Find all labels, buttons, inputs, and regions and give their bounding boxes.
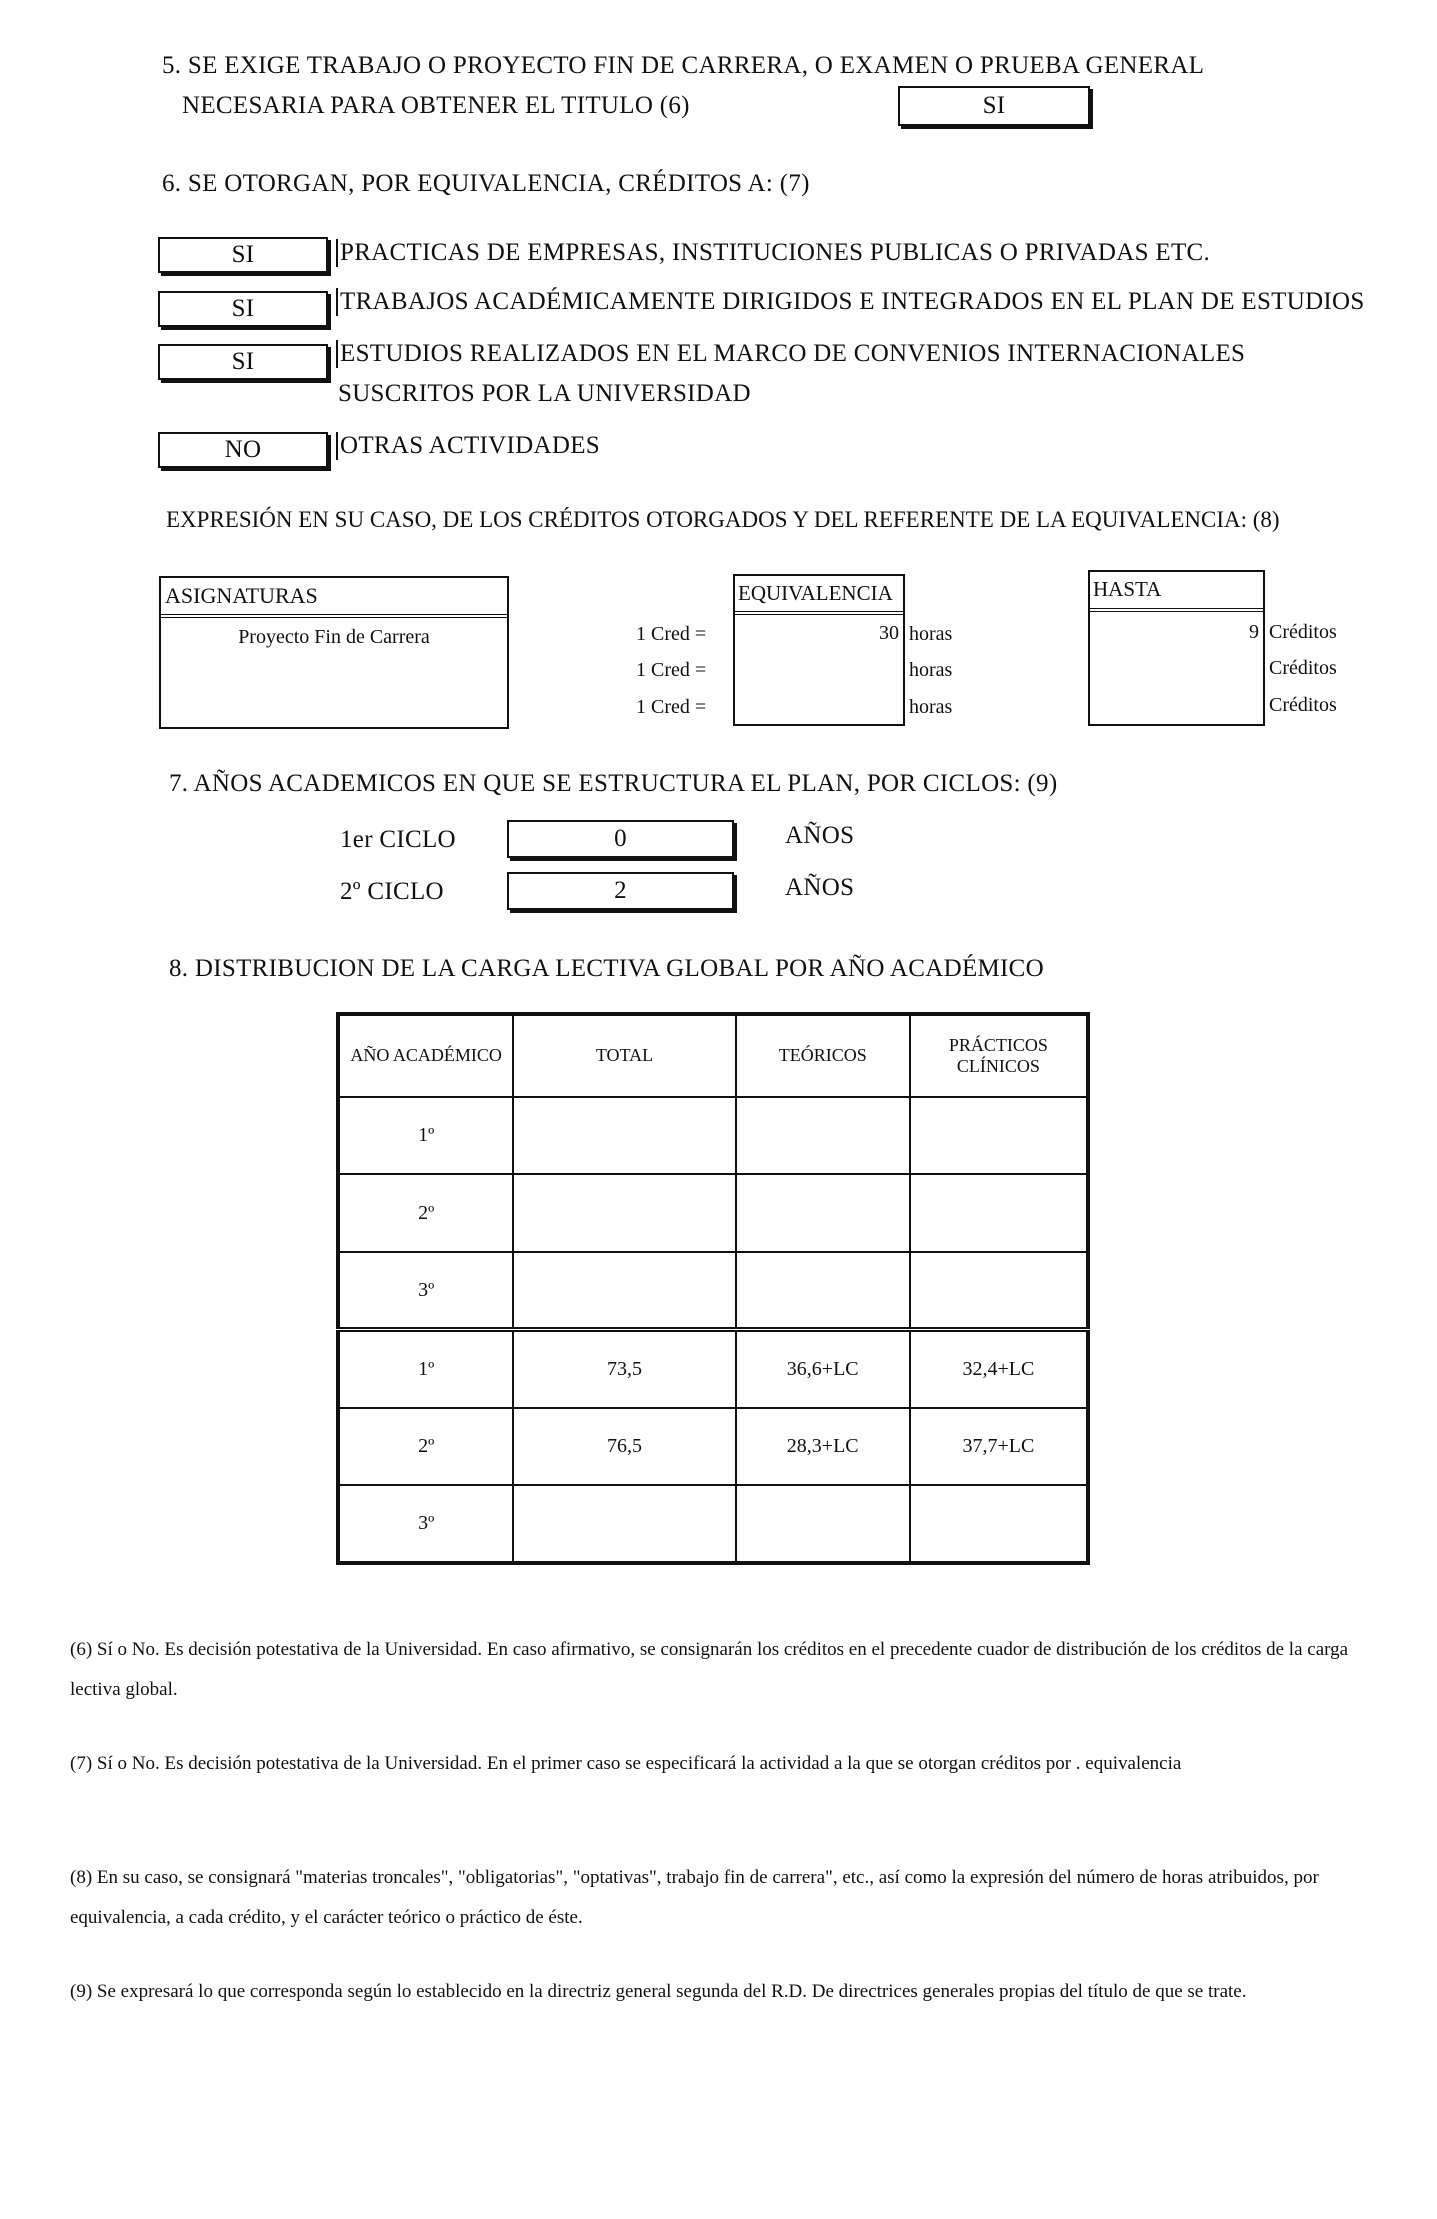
q6-item4-answer: NO <box>224 436 262 463</box>
footnote-9: (9) Se expresará lo que corresponda según lo establecido en la directriz general segunda del R.D. De directrices generales propias del título de que se trate. <box>70 1981 1247 2002</box>
cell-total: 76,5 <box>513 1408 735 1486</box>
cell-practicos: 37,7+LC <box>910 1408 1088 1486</box>
table-row <box>338 1485 1088 1563</box>
cell-total <box>513 1174 735 1252</box>
cell-practicos <box>910 1485 1088 1563</box>
ciclo2-anos: AÑOS <box>785 874 855 901</box>
ciclo1-value-box <box>507 820 734 858</box>
cred-label-3: 1 Cred = <box>636 696 707 718</box>
table-row <box>338 1097 1088 1175</box>
creditos-label-1: Créditos <box>1269 621 1337 643</box>
q5-line2: NECESARIA PARA OBTENER EL TITULO (6) <box>182 92 690 119</box>
q6-item2-answer: SI <box>231 295 255 322</box>
equivalencia-header: EQUIVALENCIA <box>738 581 893 605</box>
asignaturas-value: Proyecto Fin de Carrera <box>238 626 430 648</box>
cell-teoricos: 28,3+LC <box>736 1408 910 1486</box>
cell-teoricos <box>736 1252 910 1330</box>
table-row <box>338 1174 1088 1252</box>
cell-total <box>513 1485 735 1563</box>
cell-total <box>513 1252 735 1330</box>
q6-item3-answer-box <box>158 344 328 380</box>
cell-year: 2º <box>338 1174 513 1252</box>
q6-item1-answer-box <box>158 237 328 273</box>
header-teoricos: TEÓRICOS <box>736 1014 910 1097</box>
cell-year: 1º <box>338 1330 513 1408</box>
carga-lectiva-table <box>336 1012 1090 1565</box>
cell-year: 2º <box>338 1408 513 1486</box>
cred-label-1: 1 Cred = <box>636 623 707 645</box>
header-practicos-clinicos <box>910 1014 1088 1097</box>
q5-line1: 5. SE EXIGE TRABAJO O PROYECTO FIN DE CARRERA, O EXAMEN O PRUEBA GENERAL <box>162 52 1205 79</box>
horas-label-1: horas <box>909 623 953 645</box>
hasta-header: HASTA <box>1093 577 1162 601</box>
cell-teoricos <box>736 1097 910 1175</box>
cell-total: 73,5 <box>513 1330 735 1408</box>
q8-title: 8. DISTRIBUCION DE LA CARGA LECTIVA GLOBAL POR AÑO ACADÉMICO <box>169 955 1044 982</box>
cell-teoricos <box>736 1174 910 1252</box>
creditos-label-2: Créditos <box>1269 657 1337 679</box>
ciclo2-label: 2º CICLO <box>340 878 444 905</box>
q6-item4-text: OTRAS ACTIVIDADES <box>336 432 600 460</box>
q6-item1-answer: SI <box>231 241 255 268</box>
q6-item1-text: PRACTICAS DE EMPRESAS, INSTITUCIONES PUBLICAS O PRIVADAS ETC. <box>336 239 1210 267</box>
cell-practicos: 32,4+LC <box>910 1330 1088 1408</box>
q7-title: 7. AÑOS ACADEMICOS EN QUE SE ESTRUCTURA EL PLAN, POR CICLOS: (9) <box>169 770 1058 797</box>
ciclo2-value: 2 <box>614 877 627 904</box>
ciclo1-value: 0 <box>614 825 627 852</box>
q5-answer-box <box>898 86 1090 126</box>
asignaturas-box <box>159 576 509 729</box>
ciclo1-anos: AÑOS <box>785 822 855 849</box>
table-row <box>338 1408 1088 1486</box>
q6-item3-text2: SUSCRITOS POR LA UNIVERSIDAD <box>338 380 751 407</box>
q6-expresion: EXPRESIÓN EN SU CASO, DE LOS CRÉDITOS OTORGADOS Y DEL REFERENTE DE LA EQUIVALENCIA: (8) <box>166 507 1280 532</box>
q6-item3-text: ESTUDIOS REALIZADOS EN EL MARCO DE CONVENIOS INTERNACIONALES <box>336 340 1245 368</box>
footnote-8: (8) En su caso, se consignará "materias troncales", "obligatorias", "optativas", trabajo fin de carrera", etc., así como la expresión del número de horas atribuidos, por equivalencia, a cada crédito, y el carácter teórico o práctico de éste. <box>70 1867 1319 1928</box>
equivalencia-value: 30 <box>879 622 899 644</box>
cell-year: 3º <box>338 1252 513 1330</box>
cred-label-2: 1 Cred = <box>636 659 707 681</box>
creditos-label-3: Créditos <box>1269 694 1337 716</box>
q6-item2-text: TRABAJOS ACADÉMICAMENTE DIRIGIDOS E INTEGRADOS EN EL PLAN DE ESTUDIOS <box>336 288 1365 316</box>
table-row <box>338 1330 1088 1408</box>
cell-practicos <box>910 1097 1088 1175</box>
q5-answer: SI <box>982 92 1006 119</box>
q6-item3-answer: SI <box>231 348 255 375</box>
equivalencia-box <box>733 574 905 726</box>
footnote-6: (6) Sí o No. Es decisión potestativa de la Universidad. En caso afirmativo, se consignarán los créditos en el precedente cuador de distribución de los créditos de la carga lectiva global. <box>70 1639 1349 1700</box>
q6-title: 6. SE OTORGAN, POR EQUIVALENCIA, CRÉDITOS A: (7) <box>162 170 810 197</box>
asignaturas-header: ASIGNATURAS <box>165 583 318 608</box>
q6-item2-answer-box <box>158 291 328 327</box>
cell-teoricos <box>736 1485 910 1563</box>
horas-label-2: horas <box>909 659 953 681</box>
footnote-7: (7) Sí o No. Es decisión potestativa de la Universidad. En el primer caso se especificará la actividad a la que se otorgan créditos por . equivalencia <box>70 1753 1182 1774</box>
table-row <box>338 1252 1088 1330</box>
cell-year: 3º <box>338 1485 513 1563</box>
hasta-box <box>1088 570 1265 726</box>
horas-label-3: horas <box>909 696 953 718</box>
header-practicos: PRÁCTICOS <box>948 1034 1048 1055</box>
cell-year: 1º <box>338 1097 513 1175</box>
header-clinicos: CLÍNICOS <box>956 1055 1040 1076</box>
q6-item4-answer-box <box>158 432 328 468</box>
cell-teoricos: 36,6+LC <box>736 1330 910 1408</box>
ciclo1-label: 1er CICLO <box>340 826 456 853</box>
cell-practicos <box>910 1174 1088 1252</box>
cell-practicos <box>910 1252 1088 1330</box>
ciclo2-value-box <box>507 872 734 910</box>
table-header-row <box>338 1014 1088 1097</box>
header-total: TOTAL <box>513 1014 735 1097</box>
cell-total <box>513 1097 735 1175</box>
header-ano: AÑO ACADÉMICO <box>338 1014 513 1097</box>
hasta-value: 9 <box>1249 621 1259 643</box>
